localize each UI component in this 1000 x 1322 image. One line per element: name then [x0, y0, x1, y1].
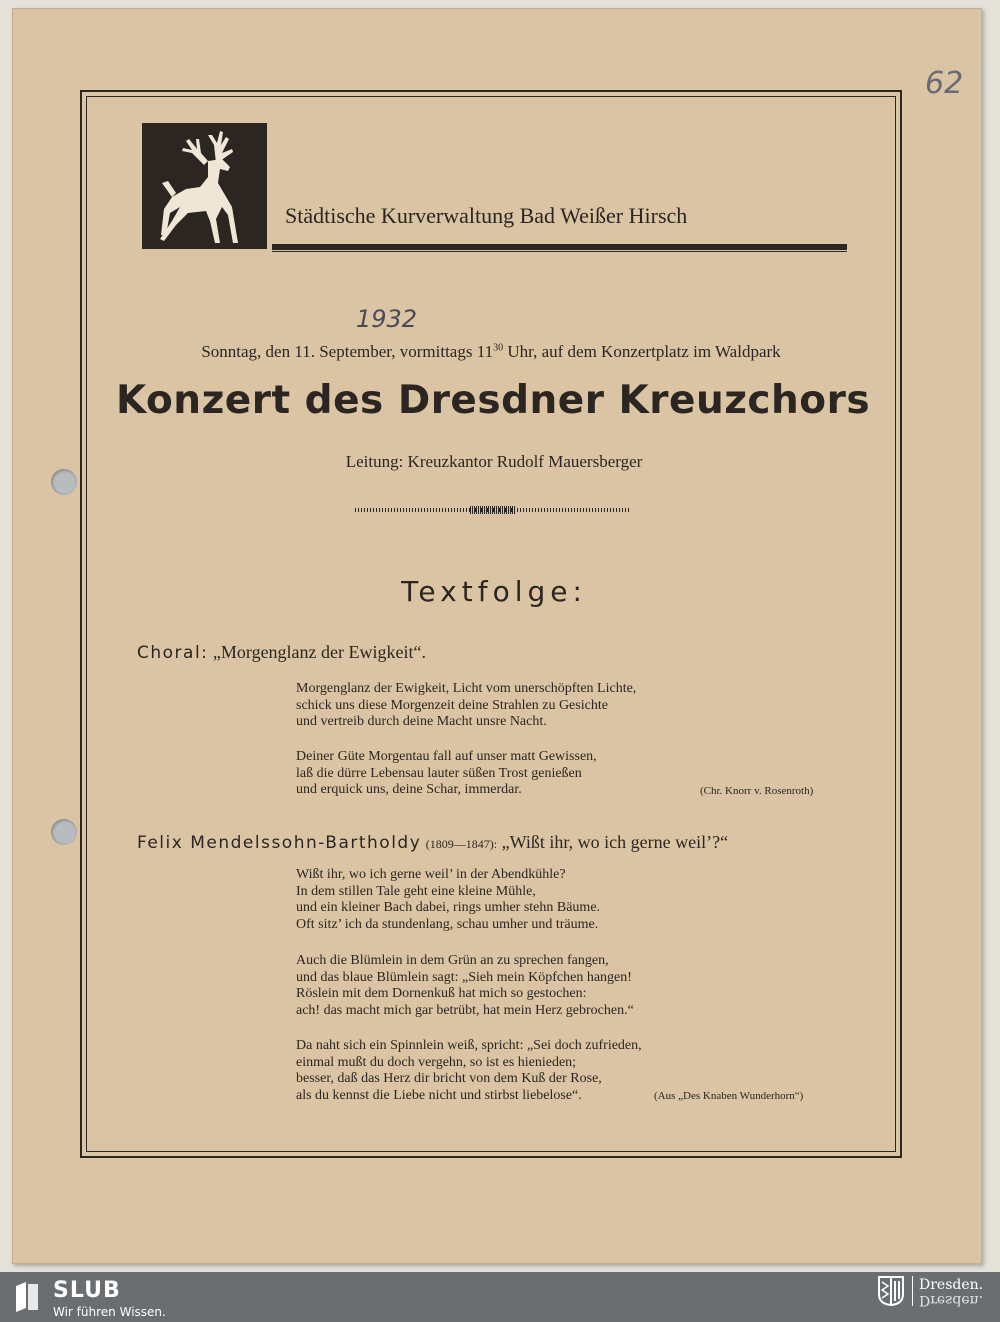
verse-line: Morgenglanz der Ewigkeit, Licht vom unerschöpften Lichte,	[296, 681, 637, 696]
song-stanza-2	[296, 953, 634, 1019]
piece-title: „Wißt ihr, wo ich gerne weil’?“	[501, 832, 729, 852]
composer-dates: (1809—1847):	[425, 837, 498, 851]
ornamental-divider-center	[470, 506, 515, 514]
header-rule-thin	[272, 251, 847, 252]
verse-line: Röslein mit dem Dornenkuß hat mich so gestochen:	[296, 986, 587, 1001]
verse-line: laß die dürre Lebensau lauter süßen Trost genießen	[296, 765, 582, 781]
library-name[interactable]: SLUB	[53, 1278, 121, 1303]
verse-line: Deiner Güte Morgentau fall auf unser matt Gewissen,	[296, 749, 597, 764]
event-date-text: Sonntag, den 11. September, vormittags 11	[201, 342, 494, 361]
verse-line: besser, daß das Herz dir bricht von dem Kuß der Rose,	[296, 1071, 602, 1086]
verse-line: und ein kleiner Bach dabei, rings umher stehn Bäume.	[296, 900, 601, 915]
song-stanza-3	[296, 1038, 642, 1104]
stag-icon	[142, 123, 267, 249]
piece-label: Choral:	[137, 643, 209, 663]
handwritten-year: 1932	[356, 305, 418, 333]
choral-stanza-2	[296, 749, 597, 799]
choral-stanza-1	[296, 681, 636, 731]
verse-line: und erquick uns, deine Schar, immerdar.	[296, 782, 522, 797]
event-date-line	[0, 342, 982, 362]
song-stanza-1	[296, 867, 600, 933]
slub-book-icon[interactable]	[14, 1282, 40, 1312]
punch-hole-top	[51, 469, 77, 495]
verse-line: Auch die Blümlein in dem Grün an zu sprechen fangen,	[296, 953, 609, 968]
choral-credit: (Chr. Knorr v. Rosenroth)	[700, 785, 814, 797]
program-heading: Textfolge:	[401, 575, 587, 608]
organization-name: Städtische Kurverwaltung Bad Weißer Hirsch	[285, 203, 688, 228]
composer-name: Felix Mendelssohn-Bartholdy	[137, 833, 422, 853]
event-time-minutes: 30	[493, 342, 504, 354]
handwritten-page-number: 62	[925, 66, 964, 101]
conductor-line: Leitung: Kreuzkantor Rudolf Mauersberger	[345, 452, 643, 471]
verse-line: schick uns diese Morgenzeit deine Strahlen zu Gesichte	[296, 697, 608, 713]
piece-heading-choral	[137, 642, 426, 663]
verse-line: Da naht sich ein Spinnlein weiß, spricht: „Sei doch zufrieden,	[296, 1038, 642, 1053]
verse-line: und das blaue Blümlein sagt: „Sieh mein Köpfchen hangen!	[296, 969, 632, 985]
punch-hole-bottom	[51, 819, 77, 845]
song-credit: (Aus „Des Knaben Wunderhorn“)	[654, 1090, 804, 1102]
footer-separator	[912, 1276, 913, 1306]
piece-title: „Morgenglanz der Ewigkeit“.	[212, 642, 426, 662]
concert-title: Konzert des Dresdner Kreuzchors	[115, 378, 871, 423]
header-rule	[272, 244, 847, 250]
verse-line: Oft sitz’ ich da stundenlang, schau umher und träume.	[296, 916, 599, 932]
verse-line: Wißt ihr, wo ich gerne weil’ in der Abendkühle?	[296, 867, 566, 882]
verse-line: ach! das macht mich gar betrübt, hat mein Herz gebrochen.“	[296, 1002, 634, 1018]
dresden-crest-icon[interactable]	[878, 1276, 904, 1306]
city-name-reflection: Dresden.	[919, 1292, 984, 1308]
verse-line: und vertreib durch deine Macht unsre Nacht.	[296, 714, 547, 729]
piece-heading-mendelssohn	[137, 832, 728, 853]
verse-line: als du kennst die Liebe nicht und stirbst liebelose“.	[296, 1087, 582, 1103]
event-place-text: Uhr, auf dem Konzertplatz im Waldpark	[503, 342, 781, 361]
library-tagline: Wir führen Wissen.	[53, 1305, 166, 1319]
city-name[interactable]: Dresden.	[919, 1277, 984, 1293]
verse-line: einmal mußt du doch vergehn, so ist es hienieden;	[296, 1054, 577, 1070]
verse-line: In dem stillen Tale geht eine kleine Mühle,	[296, 883, 536, 899]
